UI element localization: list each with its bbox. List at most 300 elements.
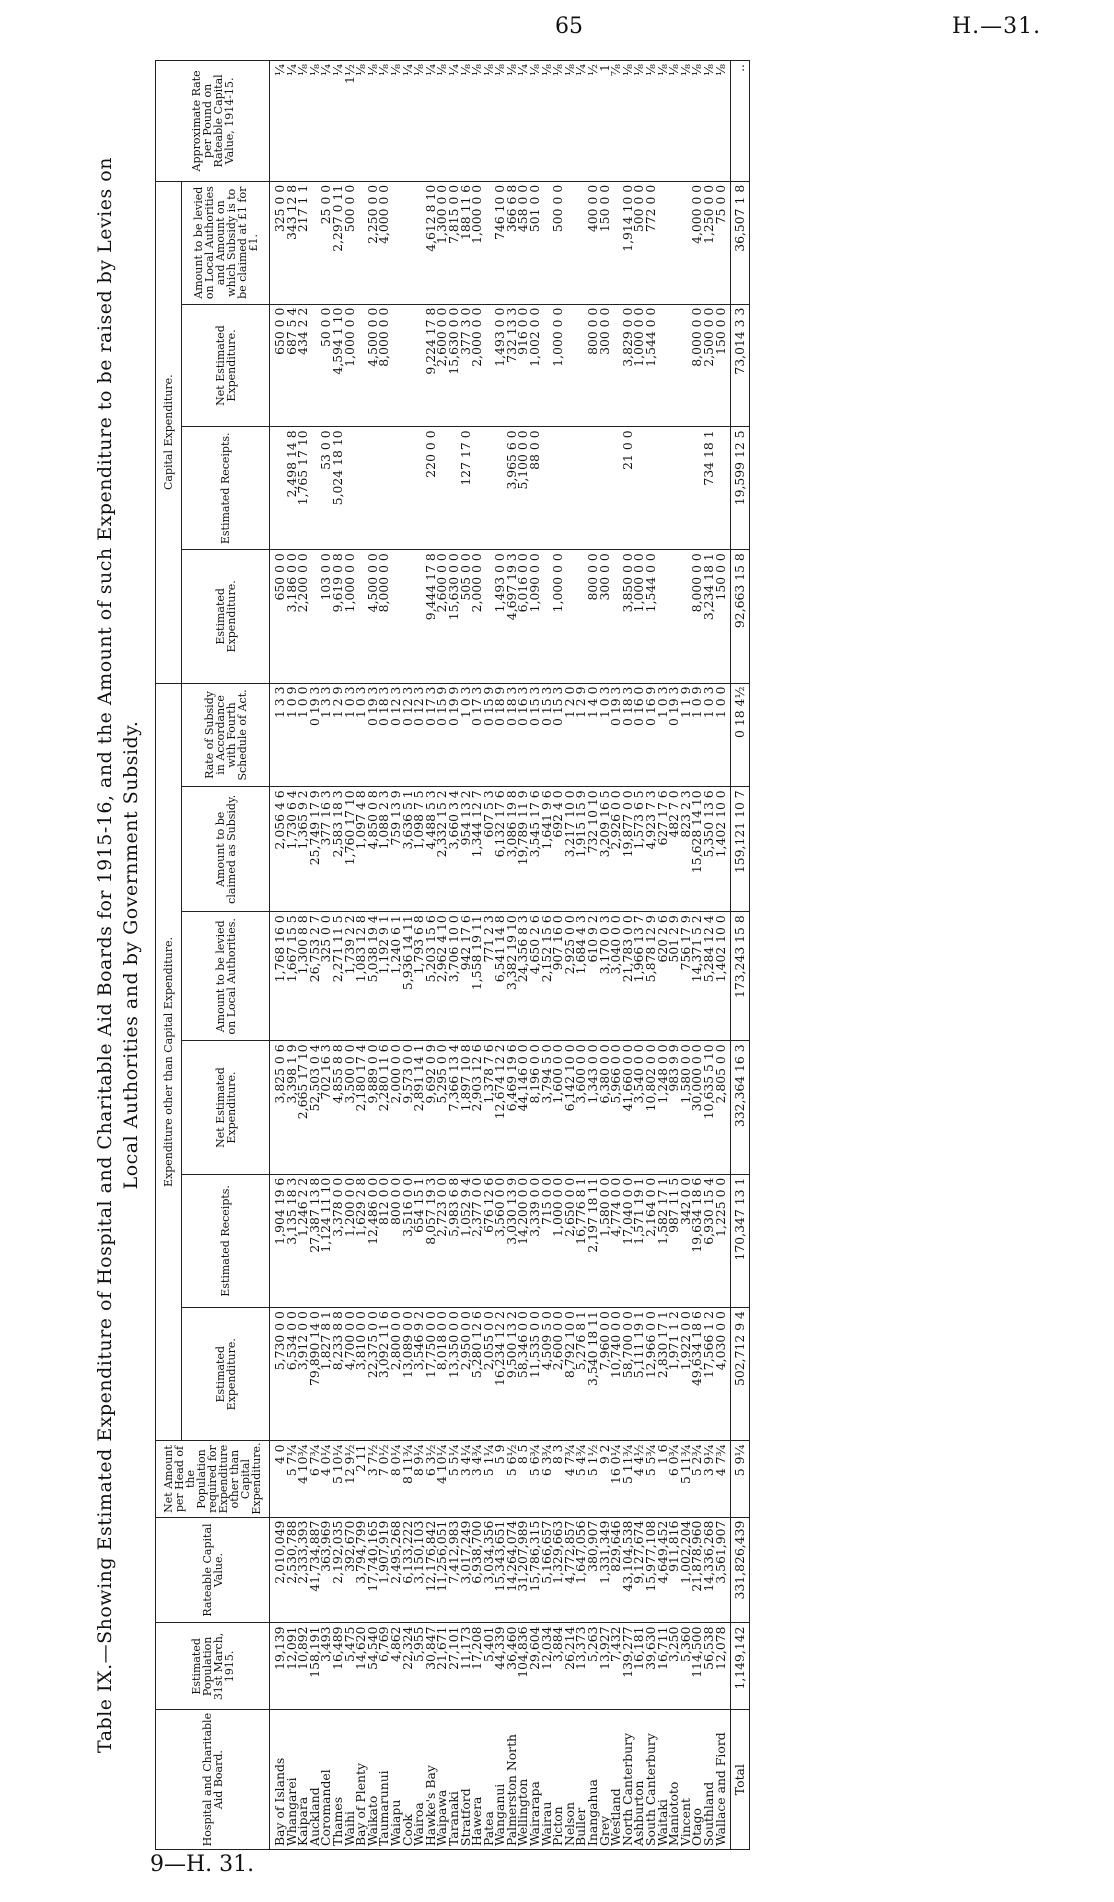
estimated-expenditure-cell: 2,055 0 0 [483,1308,495,1441]
rateable-value-cell: 1,907,919 [378,1517,390,1623]
total-rate-per-pound: .. [731,61,750,182]
board-name-cell: Wellington [517,1710,529,1850]
rateable-value-cell: 1,329,663 [552,1517,564,1623]
rate-of-subsidy-cell: 1 0 3 [355,683,367,787]
board-name-cell: Waitaki [657,1710,669,1850]
rate-of-subsidy-cell: 0 12 3 [413,683,425,787]
rateable-value-cell: 43,104,538 [622,1517,634,1623]
per-head-cell: 4 4½ [633,1441,645,1517]
amount-levied-cell: 1,684 4 3 [575,912,587,1041]
population-cell: 5,955 [413,1623,425,1710]
population-cell: 5,263 [587,1623,599,1710]
estimated-expenditure-cell: 22,375 0 0 [367,1308,379,1441]
per-head-cell: 8 9¼ [413,1441,425,1517]
population-cell: 22,324 [402,1623,414,1710]
estimated-receipts-cell: 800 0 0 [390,1174,402,1307]
rate-per-pound-cell: ½ [587,61,599,182]
header-amount-levied: Amount to be levied on Local Authorities. [182,912,270,1041]
header-group-capital-expenditure: Capital Expenditure. [156,181,182,683]
per-head-cell: 4 0¼ [320,1441,332,1517]
estimated-expenditure-cell: 49,634 18 6 [691,1308,703,1441]
amount-subsidy-cell: 1,641 9 6 [541,787,553,912]
capital-net-expenditure-cell: 1,493 0 0 [494,304,506,427]
amount-levied-cell: 907 16 0 [552,912,564,1041]
rate-per-pound-cell: ⅛ [309,61,321,182]
rateable-value-cell: 2,010,049 [270,1517,286,1623]
amount-subsidy-cell: 3,545 17 6 [529,787,541,912]
amount-subsidy-cell: 1,088 2 3 [378,787,390,912]
rate-per-pound-cell: 1½ [344,61,356,182]
estimated-receipts-cell: 1,200 0 0 [344,1174,356,1307]
amount-levied-cell: 1,558 19 11 [471,912,483,1041]
capital-estimated-receipts-cell [680,427,692,550]
total-estimated-receipts: 170,347 13 1 [731,1174,750,1307]
capital-net-expenditure-cell: 434 2 2 [297,304,309,427]
amount-subsidy-cell: 692 4 0 [552,787,564,912]
capital-amount-levied-cell: 188 11 6 [460,181,472,304]
table-title: Table IX.—Showing Estimated Expenditure of Hospital and Charitable Aid Boards for 1915-16, and the Amount of such Expenditure to be raised by Levies on [94,157,116,1753]
population-cell: 3,493 [320,1623,332,1710]
estimated-receipts-cell: 654 15 1 [413,1174,425,1307]
rate-of-subsidy-cell: 0 12 3 [402,683,414,787]
amount-levied-cell: 3,040 0 0 [610,912,622,1041]
estimated-expenditure-cell: 5,730 0 0 [270,1308,286,1441]
capital-amount-levied-cell: 75 0 0 [715,181,731,304]
rate-per-pound-cell: ¼ [332,61,344,182]
estimated-receipts-cell: 3,339 0 0 [529,1174,541,1307]
rateable-value-cell: 1,002,204 [680,1517,692,1623]
capital-amount-levied-cell: 501 0 0 [529,181,541,304]
capital-estimated-receipts-cell [378,427,390,550]
board-name-cell: Picton [552,1710,564,1850]
estimated-receipts-cell: 12,486 0 0 [367,1174,379,1307]
population-cell: 29,604 [529,1623,541,1710]
rateable-value-cell: 5,166,657 [541,1517,553,1623]
estimated-receipts-cell: 2,164 0 0 [645,1174,657,1307]
capital-amount-levied-cell [657,181,669,304]
rateable-value-cell: 3,034,356 [483,1517,495,1623]
per-head-cell: 5 6¾ [529,1441,541,1517]
rate-per-pound-cell: ⅛ [494,61,506,182]
rateable-value-cell: 392,670 [344,1517,356,1623]
board-name-cell: Westland [610,1710,622,1850]
estimated-receipts-cell: 2,723 0 0 [436,1174,448,1307]
table-body [270,61,731,1850]
capital-net-expenditure-cell: 150 0 0 [715,304,731,427]
total-amount-subsidy: 159,121 10 7 [731,787,750,912]
estimated-expenditure-cell: 3,092 11 6 [378,1308,390,1441]
estimated-receipts-cell: 27,387 13 8 [309,1174,321,1307]
estimated-expenditure-cell: 1,971 1 2 [668,1308,680,1441]
board-name-cell: Nelson [564,1710,576,1850]
capital-estimated-receipts-cell [587,427,599,550]
rate-per-pound-cell: ¼ [402,61,414,182]
capital-estimated-expenditure-cell: 3,234 18 1 [703,550,715,683]
amount-levied-cell: 1,083 12 8 [355,912,367,1041]
estimated-expenditure-cell: 12,966 0 0 [645,1308,657,1441]
board-name-cell: Palmerston North [506,1710,518,1850]
amount-levied-cell: 942 17 6 [460,912,472,1041]
capital-estimated-expenditure-cell: 1,000 0 0 [552,550,564,683]
amount-subsidy-cell: 4,850 0 8 [367,787,379,912]
net-estimated-expenditure-cell: 44,146 0 0 [517,1041,529,1174]
rate-of-subsidy-cell: 0 15 3 [529,683,541,787]
net-estimated-expenditure-cell: 4,855 8 8 [332,1041,344,1174]
capital-estimated-expenditure-cell: 650 0 0 [270,550,286,683]
amount-levied-cell: 26,753 2 7 [309,912,321,1041]
capital-estimated-expenditure-cell: 1,493 0 0 [494,550,506,683]
estimated-receipts-cell: 1,246 2 2 [297,1174,309,1307]
rate-of-subsidy-cell: 0 16 0 [633,683,645,787]
amount-subsidy-cell: 6,132 17 6 [494,787,506,912]
rate-per-pound-cell: ⅛ [691,61,703,182]
amount-subsidy-cell: 3,209 16 5 [599,787,611,912]
amount-levied-cell: 1,739 2 2 [344,912,356,1041]
rateable-value-cell: 2,530,788 [286,1517,298,1623]
population-cell: 3,250 [668,1623,680,1710]
estimated-expenditure-cell: 1,827 8 1 [320,1308,332,1441]
capital-amount-levied-cell: 4,000 0 0 [378,181,390,304]
board-name-cell: North Canterbury [622,1710,634,1850]
per-head-cell: 8 3 [552,1441,564,1517]
rate-of-subsidy-cell: 0 19 3 [367,683,379,787]
amount-subsidy-cell: 25,749 17 9 [309,787,321,912]
capital-estimated-receipts-cell: 5,100 0 0 [517,427,529,550]
amount-levied-cell: 4,650 2 6 [529,912,541,1041]
estimated-receipts-cell: 1,000 0 0 [552,1174,564,1307]
estimated-expenditure-cell: 7,960 0 0 [599,1308,611,1441]
board-name-cell: Ashburton [633,1710,645,1850]
estimated-expenditure-cell: 2,600 0 0 [552,1308,564,1441]
capital-estimated-receipts-cell [390,427,402,550]
net-estimated-expenditure-cell: 702 16 3 [320,1041,332,1174]
total-capital-estimated-expenditure: 92,663 15 8 [731,550,750,683]
capital-estimated-receipts-cell: 734 18 1 [703,427,715,550]
amount-levied-cell: 5,936 14 11 [402,912,414,1041]
population-cell: 36,460 [506,1623,518,1710]
amount-subsidy-cell: 823 2 3 [680,787,692,912]
capital-estimated-expenditure-cell: 4,697 19 3 [506,550,518,683]
per-head-cell: 16 0¼ [610,1441,622,1517]
total-capital-amount-levied: 36,507 1 8 [731,181,750,304]
board-name-cell: Maniototo [668,1710,680,1850]
capital-estimated-receipts-cell [483,427,495,550]
estimated-receipts-cell: 676 12 6 [483,1174,495,1307]
capital-net-expenditure-cell: 1,000 0 0 [633,304,645,427]
net-estimated-expenditure-cell: 8,196 0 0 [529,1041,541,1174]
capital-net-expenditure-cell: 4,500 0 0 [367,304,379,427]
rate-of-subsidy-cell: 0 19 3 [668,683,680,787]
total-rateable-value: 331,826,439 [731,1517,750,1623]
net-estimated-expenditure-cell: 30,000 0 0 [691,1041,703,1174]
amount-levied-cell: 325 0 0 [320,912,332,1041]
board-name-cell: Southland [703,1710,715,1850]
net-estimated-expenditure-cell: 2,280 11 6 [378,1041,390,1174]
board-name-cell: Wairoa [413,1710,425,1850]
rate-per-pound-cell: ⅛ [622,61,634,182]
rate-of-subsidy-cell: 0 19 3 [610,683,622,787]
rate-of-subsidy-cell: 0 15 3 [552,683,564,787]
net-estimated-expenditure-cell: 1,378 7 6 [483,1041,495,1174]
header-reference: H.—31. [952,14,1042,39]
total-per-head: 5 9¼ [731,1441,750,1517]
estimated-expenditure-cell: 16,234 12 2 [494,1308,506,1441]
population-cell: 3,884 [552,1623,564,1710]
capital-net-expenditure-cell: 687 5 4 [286,304,298,427]
board-name-cell: Inangahua [587,1710,599,1850]
rate-per-pound-cell: ⅛ [668,61,680,182]
net-estimated-expenditure-cell: 2,180 17 4 [355,1041,367,1174]
capital-amount-levied-cell: 1,300 0 0 [436,181,448,304]
estimated-expenditure-cell: 79,890 14 0 [309,1308,321,1441]
per-head-cell: 7 0½ [378,1441,390,1517]
net-estimated-expenditure-cell: 7,366 13 4 [448,1041,460,1174]
population-cell: 19,139 [270,1623,286,1710]
board-name-cell: Taumarunui [378,1710,390,1850]
population-cell: 13,373 [575,1623,587,1710]
board-name-cell: Vincent [680,1710,692,1850]
estimated-receipts-cell: 16,776 8 1 [575,1174,587,1307]
page-number: 65 [555,14,583,39]
net-estimated-expenditure-cell: 6,380 0 0 [599,1041,611,1174]
population-cell: 44,339 [494,1623,506,1710]
capital-estimated-expenditure-cell [390,550,402,683]
rate-per-pound-cell: ⅛ [355,61,367,182]
rate-of-subsidy-cell: 1 0 3 [657,683,669,787]
net-estimated-expenditure-cell: 2,805 0 0 [715,1041,731,1174]
net-estimated-expenditure-cell: 1,248 0 0 [657,1041,669,1174]
rateable-value-cell: 41,734,887 [309,1517,321,1623]
population-cell: 16,489 [332,1623,344,1710]
net-estimated-expenditure-cell: 10,802 0 0 [645,1041,657,1174]
capital-estimated-expenditure-cell: 800 0 0 [587,550,599,683]
capital-estimated-expenditure-cell: 1,544 0 0 [645,550,657,683]
capital-estimated-receipts-cell: 88 0 0 [529,427,541,550]
amount-subsidy-cell: 19,877 0 0 [622,787,634,912]
rate-of-subsidy-cell: 1 0 9 [286,683,298,787]
rate-of-subsidy-cell: 0 18 3 [622,683,634,787]
capital-amount-levied-cell: 217 1 1 [297,181,309,304]
capital-estimated-expenditure-cell: 2,000 0 0 [471,550,483,683]
rate-per-pound-cell: ⅛ [529,61,541,182]
rateable-value-cell: 11,256,051 [436,1517,448,1623]
capital-estimated-receipts-cell: 21 0 0 [622,427,634,550]
amount-levied-cell: 5,203 15 6 [425,912,437,1041]
rate-per-pound-cell: ⅛ [483,61,495,182]
board-name-cell: Cook [402,1710,414,1850]
amount-subsidy-cell: 377 16 3 [320,787,332,912]
table-subtitle: Local Authorities and by Government Subsidy. [120,720,142,1190]
net-estimated-expenditure-cell: 9,889 0 0 [367,1041,379,1174]
capital-estimated-receipts-cell [599,427,611,550]
amount-levied-cell: 1,192 9 1 [378,912,390,1041]
amount-levied-cell: 2,925 0 0 [564,912,576,1041]
capital-amount-levied-cell: 325 0 0 [270,181,286,304]
rateable-value-cell: 21,878,960 [691,1517,703,1623]
board-name-cell: Waihi [344,1710,356,1850]
population-cell: 5,401 [483,1623,495,1710]
header-capital-estimated-expenditure: Estimated Expenditure. [182,550,270,683]
capital-net-expenditure-cell: 650 0 0 [270,304,286,427]
capital-amount-levied-cell: 4,000 0 0 [691,181,703,304]
capital-estimated-expenditure-cell: 9,619 0 8 [332,550,344,683]
rateable-value-cell: 380,907 [587,1517,599,1623]
board-name-cell: South Canterbury [645,1710,657,1850]
per-head-cell: 5 7¼ [286,1441,298,1517]
estimated-expenditure-cell: 5,280 12 6 [471,1308,483,1441]
estimated-receipts-cell: 19,634 18 6 [691,1174,703,1307]
capital-amount-levied-cell: 2,250 0 0 [367,181,379,304]
rateable-value-cell: 14,264,074 [506,1517,518,1623]
estimated-expenditure-cell: 1,922 0 0 [680,1308,692,1441]
capital-net-expenditure-cell: 1,000 0 0 [552,304,564,427]
rateable-value-cell: 2,192,035 [332,1517,344,1623]
capital-amount-levied-cell: 25 0 0 [320,181,332,304]
capital-amount-levied-cell: 772 0 0 [645,181,657,304]
capital-estimated-expenditure-cell: 15,630 0 0 [448,550,460,683]
population-cell: 30,847 [425,1623,437,1710]
per-head-cell: 5 5¾ [645,1441,657,1517]
rate-of-subsidy-cell: 0 17 3 [471,683,483,787]
rate-of-subsidy-cell: 0 15 9 [483,683,495,787]
population-cell: 11,173 [460,1623,472,1710]
board-name-cell: Grey [599,1710,611,1850]
amount-subsidy-cell: 1,730 6 4 [286,787,298,912]
header-amount-subsidy: Amount to be claimed as Subsidy. [182,787,270,912]
capital-amount-levied-cell [668,181,680,304]
net-estimated-expenditure-cell: 1,897 10 8 [460,1041,472,1174]
rateable-value-cell: 1,647,056 [575,1517,587,1623]
estimated-expenditure-cell: 2,800 0 0 [390,1308,402,1441]
rate-of-subsidy-cell: 1 2 9 [332,683,344,787]
capital-estimated-receipts-cell: 1,765 17 10 [297,427,309,550]
net-estimated-expenditure-cell: 52,503 0 4 [309,1041,321,1174]
per-head-cell: 5 11¾ [680,1441,692,1517]
amount-subsidy-cell: 2,332 15 2 [436,787,448,912]
amount-levied-cell: 2,962 4 10 [436,912,448,1041]
estimated-expenditure-cell: 2,950 0 0 [460,1308,472,1441]
amount-subsidy-cell: 2,056 4 6 [270,787,286,912]
net-estimated-expenditure-cell: 1,580 0 0 [680,1041,692,1174]
per-head-cell: 4 10¾ [297,1441,309,1517]
estimated-receipts-cell: 715 0 0 [541,1174,553,1307]
population-cell: 13,927 [599,1623,611,1710]
capital-net-expenditure-cell: 2,500 0 0 [703,304,715,427]
population-cell: 104,836 [517,1623,529,1710]
population-cell: 17,208 [471,1623,483,1710]
per-head-cell: 2 11 [355,1441,367,1517]
rateable-value-cell: 3,794,799 [355,1517,367,1623]
population-cell: 21,671 [436,1623,448,1710]
capital-amount-levied-cell: 1,250 0 0 [703,181,715,304]
per-head-cell: 5 9 [494,1441,506,1517]
amount-subsidy-cell: 15,628 14 10 [691,787,703,912]
capital-amount-levied-cell: 366 6 8 [506,181,518,304]
population-cell: 5,475 [344,1623,356,1710]
capital-estimated-receipts-cell [367,427,379,550]
amount-levied-cell: 24,356 8 3 [517,912,529,1041]
estimated-receipts-cell: 1,225 0 0 [715,1174,731,1307]
capital-amount-levied-cell: 4,612 8 10 [425,181,437,304]
estimated-receipts-cell: 8,057 19 3 [425,1174,437,1307]
capital-estimated-expenditure-cell: 2,200 0 0 [297,550,309,683]
estimated-expenditure-cell: 8,018 0 0 [436,1308,448,1441]
capital-net-expenditure-cell [564,304,576,427]
estimated-expenditure-cell: 3,810 0 0 [355,1308,367,1441]
capital-net-expenditure-cell: 3,829 0 0 [622,304,634,427]
estimated-receipts-cell: 2,650 0 0 [564,1174,576,1307]
capital-estimated-receipts-cell: 5,024 18 10 [332,427,344,550]
rateable-value-cell: 6,133,222 [402,1517,414,1623]
rateable-value-cell: 4,649,452 [657,1517,669,1623]
rate-per-pound-cell: ⅛ [367,61,379,182]
rate-of-subsidy-cell: 0 15 9 [436,683,448,787]
rate-of-subsidy-cell: 0 18 3 [378,683,390,787]
board-name-cell: Hawera [471,1710,483,1850]
rateable-value-cell: 15,786,315 [529,1517,541,1623]
net-estimated-expenditure-cell: 6,142 10 0 [564,1041,576,1174]
header-per-head: Net Amount per Head of the Population required for Expenditure other than Capital Expenditure. [156,1441,270,1517]
per-head-cell: 5 4¾ [575,1441,587,1517]
estimated-receipts-cell: 6,930 15 4 [703,1174,715,1307]
header-rate-per-pound: Approximate Rate per Pound on Rateable Capital Value, 1914-15. [156,61,270,182]
population-cell: 114,500 [691,1623,703,1710]
estimated-expenditure-cell: 4,509 5 0 [541,1308,553,1441]
net-estimated-expenditure-cell: 9,692 0 9 [425,1041,437,1174]
capital-amount-levied-cell: 746 10 0 [494,181,506,304]
population-cell: 5,360 [680,1623,692,1710]
capital-estimated-receipts-cell [564,427,576,550]
capital-amount-levied-cell: 500 0 0 [552,181,564,304]
capital-estimated-expenditure-cell: 1,090 0 0 [529,550,541,683]
per-head-cell: 4 0 [270,1441,286,1517]
per-head-cell: 5 1½ [587,1441,599,1517]
capital-estimated-expenditure-cell: 300 0 0 [599,550,611,683]
per-head-cell: 8 5 [517,1441,529,1517]
estimated-expenditure-cell: 3,912 0 0 [297,1308,309,1441]
total-label: Total [731,1710,750,1850]
population-cell: 54,540 [367,1623,379,1710]
rate-per-pound-cell: ⅛ [703,61,715,182]
board-name-cell: Coromandel [320,1710,332,1850]
amount-subsidy-cell: 1,573 6 5 [633,787,645,912]
per-head-cell: 3 4¼ [460,1441,472,1517]
per-head-cell: 6 0¾ [668,1441,680,1517]
per-head-cell: 5 6½ [506,1441,518,1517]
population-cell: 6,769 [378,1623,390,1710]
capital-estimated-receipts-cell [715,427,731,550]
net-estimated-expenditure-cell: 3,540 0 0 [633,1041,645,1174]
board-name-cell: Patea [483,1710,495,1850]
rate-per-pound-cell: ⅛ [633,61,645,182]
capital-estimated-expenditure-cell: 8,000 0 0 [378,550,390,683]
amount-levied-cell: 1,768 16 0 [270,912,286,1041]
header-population: Estimated Population 31st March, 1915. [156,1623,270,1710]
capital-estimated-expenditure-cell [564,550,576,683]
estimated-expenditure-cell: 58,346 0 0 [517,1308,529,1441]
capital-estimated-receipts-cell [344,427,356,550]
amount-levied-cell: 1,667 15 5 [286,912,298,1041]
amount-levied-cell: 620 2 6 [657,912,669,1041]
estimated-receipts-cell: 3,378 0 0 [332,1174,344,1307]
net-estimated-expenditure-cell: 41,660 0 0 [622,1041,634,1174]
amount-levied-cell: 1,402 10 0 [715,912,731,1041]
rate-per-pound-cell: ⅞ [610,61,622,182]
amount-subsidy-cell: 1,915 15 9 [575,787,587,912]
rateable-value-cell: 3,017,249 [460,1517,472,1623]
estimated-receipts-cell: 1,580 0 0 [599,1174,611,1307]
net-estimated-expenditure-cell: 5,966 0 0 [610,1041,622,1174]
